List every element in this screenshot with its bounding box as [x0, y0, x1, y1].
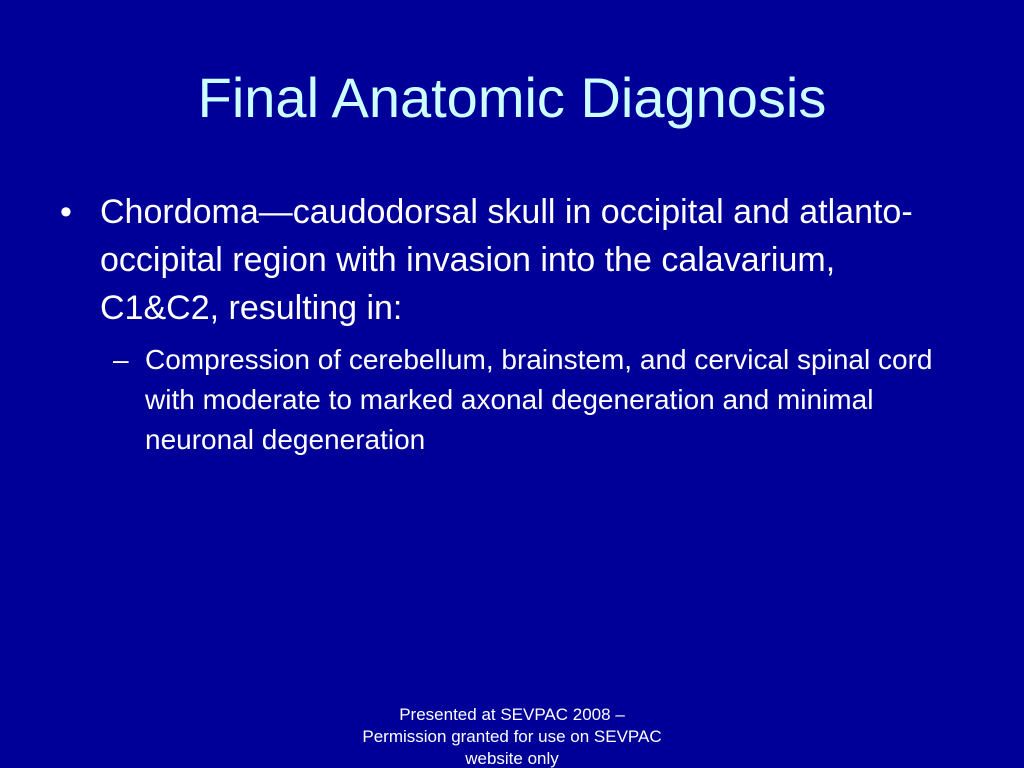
bullet-marker: •	[60, 193, 72, 231]
bullet-text: Chordoma—caudodorsal skull in occipital and atlanto-occipital region with invasion into the calavarium, C1&C2, resulting in:	[100, 193, 913, 327]
sub-bullet-text: Compression of cerebellum, brainstem, and cervical spinal cord with moderate to marked axonal degeneration and minimal neuronal degeneration	[145, 344, 933, 455]
bullet-item	[60, 188, 960, 332]
slide-title: Final Anatomic Diagnosis	[197, 66, 827, 129]
sub-bullet-item	[113, 340, 953, 460]
footer-note: Presented at SEVPAC 2008 – Permission granted for use on SEVPAC website only	[362, 705, 662, 768]
sub-bullet-marker: –	[113, 344, 129, 375]
